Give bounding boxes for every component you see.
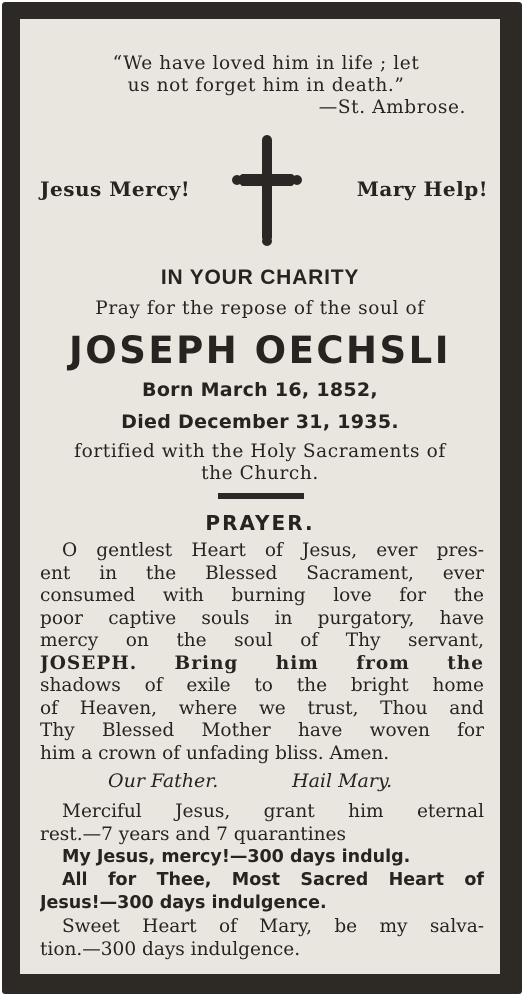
prayer-line: JOSEPH. Bring him from the bbox=[40, 652, 484, 674]
indulgence-line: Sweet Heart of Mary, be my salva- bbox=[62, 916, 484, 937]
prayer-line: O gentlest Heart of Jesus, ever pres- bbox=[62, 540, 484, 561]
card-body bbox=[20, 19, 500, 974]
prayer-line: Thy Blessed Mother have woven for bbox=[40, 720, 484, 741]
prayer-title: PRAYER. bbox=[205, 511, 315, 535]
indulgence-line: rest.—7 years and 7 quarantines bbox=[40, 824, 346, 845]
pray-for-line: Pray for the repose of the soul of bbox=[95, 298, 425, 319]
invocation-jesus: Jesus Mercy! bbox=[40, 177, 191, 201]
sacraments-line-1: fortified with the Holy Sacraments of bbox=[74, 441, 446, 462]
indulgence-line: Merciful Jesus, grant him eternal bbox=[62, 801, 484, 822]
birth-date: Born March 16, 1852, bbox=[142, 379, 378, 401]
quote-line-1: “We have loved him in life ; let bbox=[112, 53, 420, 74]
prayer-line: poor captive souls in purgatory, have bbox=[40, 607, 484, 629]
memorial-card bbox=[2, 2, 522, 994]
epigraph-quote bbox=[66, 53, 466, 97]
indulgences bbox=[40, 800, 484, 961]
indulgence-line: My Jesus, mercy!—300 days indulg. bbox=[62, 847, 411, 867]
indulgence-line: tion.—300 days indulgence. bbox=[40, 939, 301, 960]
our-father: Our Father. bbox=[108, 770, 219, 792]
indulgence-line: Jesus!—300 days indulgence. bbox=[40, 893, 327, 913]
prayer-line: consumed with burning love for the bbox=[40, 585, 484, 606]
prayer-line: mercy on the soul of Thy servant, bbox=[40, 630, 484, 651]
prayer-line: him a crown of unfading bliss. Amen. bbox=[40, 742, 390, 764]
deceased-name: JOSEPH OECHSLI bbox=[69, 329, 451, 372]
indulgence-line: All for Thee, Most Sacred Heart of bbox=[62, 870, 484, 890]
prayer-line: ent in the Blessed Sacrament, ever bbox=[40, 562, 484, 584]
hail-mary: Hail Mary. bbox=[292, 770, 393, 792]
prayer-text bbox=[40, 540, 484, 765]
prayer-line: shadows of exile to the bright home bbox=[40, 675, 484, 696]
divider-rule bbox=[218, 493, 304, 499]
quote-line-2: us not forget him in death.” bbox=[127, 75, 405, 96]
prayer-line: of Heaven, where we trust, Thou and bbox=[40, 697, 484, 719]
invocation-mary: Mary Help! bbox=[356, 177, 488, 201]
quote-attribution: —St. Ambrose. bbox=[318, 97, 466, 118]
death-date: Died December 31, 1935. bbox=[121, 411, 399, 433]
sacraments-line-2: the Church. bbox=[201, 463, 319, 484]
cross-icon bbox=[232, 134, 302, 249]
charity-heading: IN YOUR CHARITY bbox=[160, 266, 360, 289]
sacraments-note bbox=[20, 441, 500, 485]
